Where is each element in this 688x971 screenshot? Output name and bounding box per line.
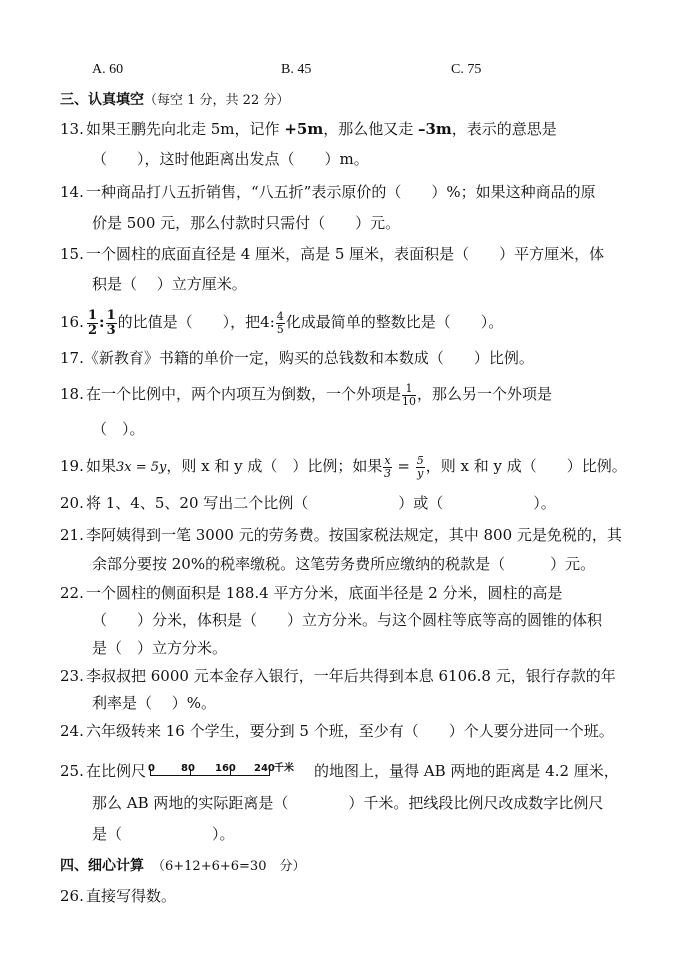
question-13 xyxy=(60,118,557,140)
q19-equation: 3x = 5y xyxy=(116,460,167,475)
question-number: 26. xyxy=(60,887,84,905)
question-number: 18. xyxy=(60,385,84,403)
question-number: 20. xyxy=(60,494,84,512)
question-number: 24. xyxy=(60,722,84,740)
q25-line2: 那么 AB 两地的实际距离是（ ）千米。把线段比例尺改成数字比例尺 xyxy=(92,794,604,812)
section3-title: 三、认真填空 xyxy=(60,92,144,108)
question-number: 22. xyxy=(60,584,84,602)
question-24 xyxy=(60,720,614,742)
q20-text: 将 1、4、5、20 写出二个比例（ ）或（ ）。 xyxy=(86,494,556,512)
question-number: 19. xyxy=(60,457,84,475)
fraction-5-over-y: $\frac{5}{y}$ xyxy=(416,454,424,480)
scale-label: 160 xyxy=(215,763,236,774)
question-18 xyxy=(60,383,552,407)
q18-text-b: ，那么另一个外项是 xyxy=(417,385,553,403)
section3-header xyxy=(60,89,289,112)
q26-text: 直接写得数。 xyxy=(86,887,177,905)
q19-text-a: 如果 xyxy=(86,457,117,475)
question-number: 15. xyxy=(60,245,84,263)
q13-text-c: ，那么他又走 xyxy=(323,120,418,138)
question-15 xyxy=(60,243,604,265)
q22-line1: 一个圆柱的侧面积是 188.4 平方分米，底面半径是 2 分米，圆柱的高是 xyxy=(86,584,563,602)
fraction-one-half: $\frac{1}{2}$ xyxy=(88,308,98,338)
q23-line1: 李叔叔把 6000 元本金存入银行，一年后共得到本息 6106.8 元，银行存款的年 xyxy=(86,667,616,685)
scale-label: 0 xyxy=(148,763,155,774)
question-25 xyxy=(60,760,619,784)
q13-line2: （ ），这时他距离出发点（ ）m。 xyxy=(92,150,369,168)
section4-header xyxy=(60,855,305,878)
question-number: 25. xyxy=(60,762,84,780)
question-20 xyxy=(60,492,556,514)
equals-sign: = xyxy=(392,457,415,475)
section4-title: 四、细心计算 xyxy=(60,858,144,874)
q15-line2: 积是（ ）立方厘米。 xyxy=(92,275,247,293)
question-14 xyxy=(60,181,596,203)
q18-line2: （ ）。 xyxy=(92,420,145,438)
section4-note: （6+12+6+6=30 分） xyxy=(152,859,306,874)
q13-value-plus5: +5m xyxy=(284,120,324,138)
option-a: A. 60 xyxy=(92,62,124,77)
q16-text-a: 的比值是（ ），把 xyxy=(117,313,261,331)
question-26 xyxy=(60,885,176,907)
q19-text-c: ，则 x 和 y 成（ ）比例。 xyxy=(425,457,627,475)
q13-value-minus3: –3m xyxy=(417,120,452,138)
scale-label: 80 xyxy=(181,763,195,774)
fraction-one-tenth: $\frac{1}{10}$ xyxy=(402,382,417,408)
q21-line2: 余部分要按 20%的税率缴税。这笔劳务费所应缴纳的税款是（ ）元。 xyxy=(92,555,596,573)
q22-line3: 是（ ）立方分米。 xyxy=(92,639,228,657)
ratio-colon: : xyxy=(99,313,105,331)
question-number: 13. xyxy=(60,120,84,138)
fraction-four-fifths: $\frac{4}{5}$ xyxy=(276,310,284,336)
question-number: 23. xyxy=(60,667,84,685)
scale-unit: 千米 xyxy=(274,763,295,774)
q15-line1: 一个圆柱的底面直径是 4 厘米，高是 5 厘米，表面积是（ ）平方厘米，体 xyxy=(86,245,605,263)
scale-line xyxy=(150,775,270,776)
line-scale-bar xyxy=(148,760,310,784)
q21-line1: 李阿姨得到一笔 3000 元的劳务费。按国家税法规定，其中 800 元是免税的，其 xyxy=(86,526,622,544)
question-16 xyxy=(60,309,503,337)
q25-text-a: 在比例尺 xyxy=(86,762,147,780)
question-21 xyxy=(60,524,622,546)
question-22 xyxy=(60,582,563,604)
scale-label: 240 xyxy=(254,763,275,774)
option-c: C. 75 xyxy=(451,62,482,77)
q16-ratio-prefix: 4: xyxy=(260,313,275,331)
question-23 xyxy=(60,665,616,687)
q23-line2: 利率是（ ）%。 xyxy=(92,694,217,712)
question-number: 16. xyxy=(60,313,84,331)
question-17: 17.《新教育》书籍的单价一定，购买的总钱数和本数成（ ）比例。 xyxy=(60,349,534,367)
q13-text-a: 如果王鹏先向北走 5m，记作 xyxy=(86,120,285,138)
q19-text-b: ，则 x 和 y 成（ ）比例；如果 xyxy=(166,457,383,475)
q13-text-e: ，表示的意思是 xyxy=(451,120,557,138)
q14-line2: 价是 500 元，那么付款时只需付（ ）元。 xyxy=(92,214,401,232)
section3-note: （每空 1 分，共 22 分） xyxy=(144,93,290,108)
question-number: 14. xyxy=(60,183,84,201)
q22-line2: （ ）分米，体积是（ ）立方分米。与这个圆柱等底等高的圆锥的体积 xyxy=(92,611,603,629)
q16-text-b: 化成最简单的整数比是（ ）。 xyxy=(285,313,504,331)
q24-text: 六年级转来 16 个学生，要分到 5 个班，至少有（ ）个人要分进同一个班。 xyxy=(86,722,614,740)
fraction-one-third: $\frac{1}{3}$ xyxy=(106,308,116,338)
option-b: B. 45 xyxy=(281,62,312,77)
question-19 xyxy=(60,455,627,479)
q18-text-a: 在一个比例中，两个内项互为倒数，一个外项是 xyxy=(86,385,402,403)
q25-line3: 是（ ）。 xyxy=(92,825,235,843)
fraction-x-over-3: $\frac{x}{3}$ xyxy=(384,454,392,480)
q25-text-b: 的地图上，量得 AB 两地的距离是 4.2 厘米， xyxy=(314,762,619,780)
question-number: 21. xyxy=(60,526,84,544)
q14-line1: 一种商品打八五折销售，“八五折”表示原价的（ ）%；如果这种商品的原 xyxy=(86,183,596,201)
